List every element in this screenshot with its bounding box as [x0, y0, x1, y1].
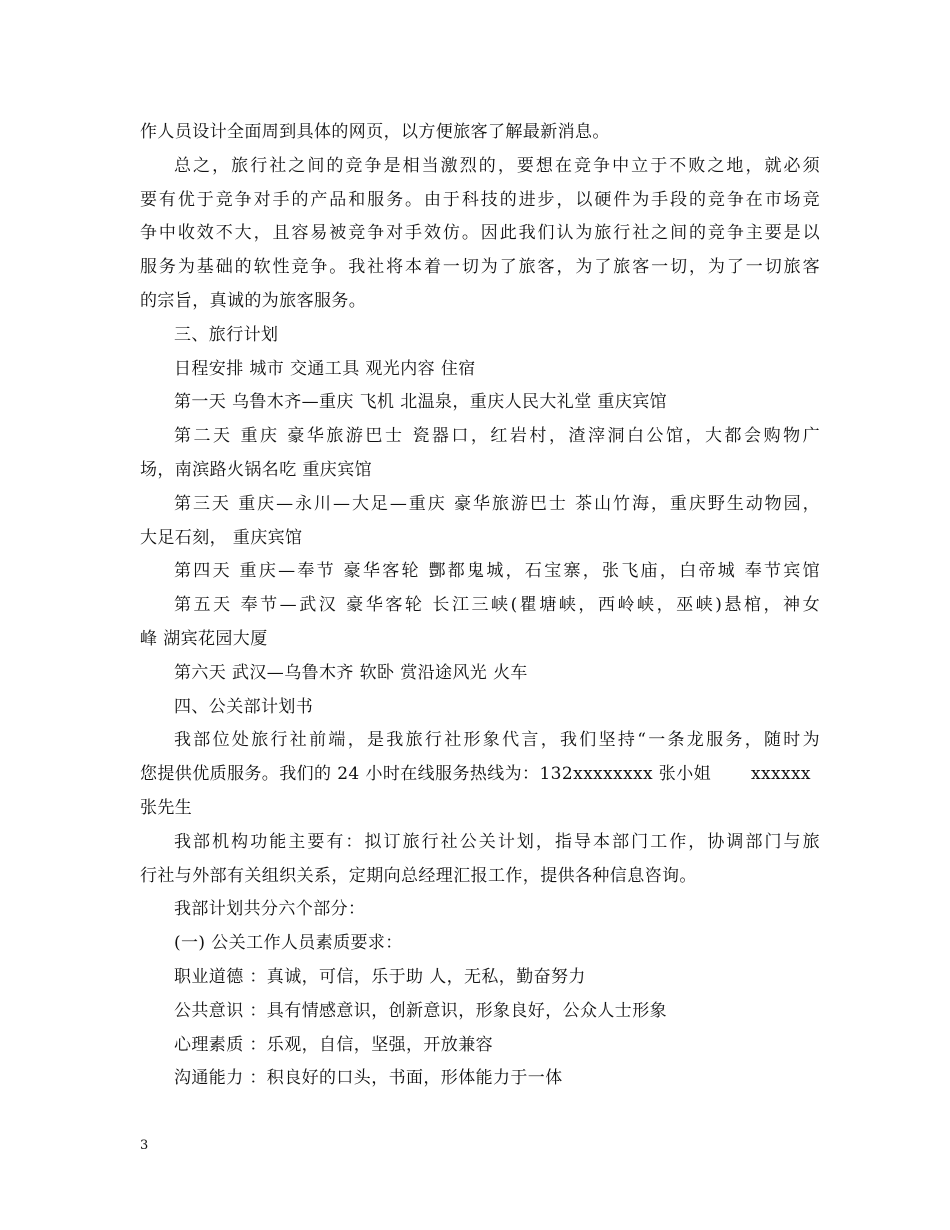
subsection-heading-staff: (一) 公关工作人员素质要求：: [174, 933, 403, 954]
quality-psychology: 心理素质 ：乐观，自信，坚强，开放兼容: [174, 1034, 494, 1055]
itinerary-day-4: 第四天 重庆—奉节 豪华客轮 酆都鬼城，石宝寨，张飞庙，白帝城 奉节宾馆: [174, 561, 820, 582]
document-body: [140, 116, 820, 1096]
itinerary-day-5-cont: 峰 湖宾花园大厦: [140, 628, 268, 649]
text-line-pr-1: 我部位处旅行社前端，是我旅行社形象代言，我们坚持“一条龙服务，随时为: [174, 730, 820, 751]
itinerary-day-3: 第三天 重庆—永川—大足—重庆 豪华旅游巴士 茶山竹海，重庆野生动物园，: [174, 493, 820, 514]
text-line-5: 服务为基础的软性竞争。我社将本着一切为了旅客，为了旅客一切，为了一切旅客: [140, 257, 820, 278]
text-line-3: 要有优于竞争对手的产品和服务。由于科技的进步，以硬件为手段的竞争在市场竞: [140, 189, 820, 210]
text-line-pr-2: [140, 758, 820, 792]
itinerary-day-2: 第二天 重庆 豪华旅游巴士 瓷器口，红岩村，渣滓洞白公馆，大都会购物广: [174, 426, 820, 447]
page-number: 3: [140, 1138, 149, 1153]
text-line-4: 争中收效不大，且容易被竞争对手效仿。因此我们认为旅行社之间的竞争主要是以: [140, 223, 820, 244]
itinerary-day-6: 第六天 武汉—乌鲁木齐 软卧 赏沿途风光 火车: [174, 662, 528, 683]
itinerary-day-3-cont: 大足石刻， 重庆宾馆: [140, 527, 303, 548]
quality-public-awareness: 公共意识 ：具有情感意识，创新意识，形象良好，公众人士形象: [174, 1000, 668, 1021]
section-heading-travel-plan: 三、旅行计划: [174, 324, 279, 345]
text-line-pr-3: 张先生: [140, 797, 193, 818]
quality-ethics: 职业道德 ：真诚，可信，乐于助 人，无私，勤奋努力: [174, 966, 586, 987]
hotline-number-2: xxxxxx: [751, 764, 811, 785]
quality-communication: 沟通能力 ：积良好的口头，书面，形体能力于一体: [174, 1068, 563, 1089]
text-line-pr-4: 我部机构功能主要有：拟订旅行社公关计划，指导本部门工作，协调部门与旅: [174, 831, 820, 852]
section-heading-pr-plan: 四、公关部计划书: [174, 696, 314, 717]
text-line-1: 作人员设计全面周到具体的网页，以方便旅客了解最新消息。: [140, 122, 610, 142]
text-line-2: 总之，旅行社之间的竞争是相当激烈的，要想在竞争中立于不败之地，就必须: [174, 155, 820, 176]
text-line-6: 的宗旨，真诚的为旅客服务。: [140, 290, 367, 311]
text-line-pr-6: 我部计划共分六个部分：: [174, 899, 366, 920]
itinerary-day-1: 第一天 乌鲁木齐—重庆 飞机 北温泉，重庆人民大礼堂 重庆宾馆: [174, 392, 668, 413]
hotline-text: 您提供优质服务。我们的 24 小时在线服务热线为：132xxxxxxxx 张小姐: [140, 764, 711, 785]
itinerary-day-2-cont: 场，南滨路火锅名吃 重庆宾馆: [140, 459, 373, 480]
itinerary-day-5: 第五天 奉节—武汉 豪华客轮 长江三峡(瞿塘峡，西岭峡，巫峡)悬棺，神女: [174, 595, 820, 616]
itinerary-header: 日程安排 城市 交通工具 观光内容 住宿: [174, 358, 476, 379]
text-line-pr-5: 行社与外部有关组织关系，定期向总经理汇报工作，提供各种信息咨询。: [140, 865, 697, 886]
